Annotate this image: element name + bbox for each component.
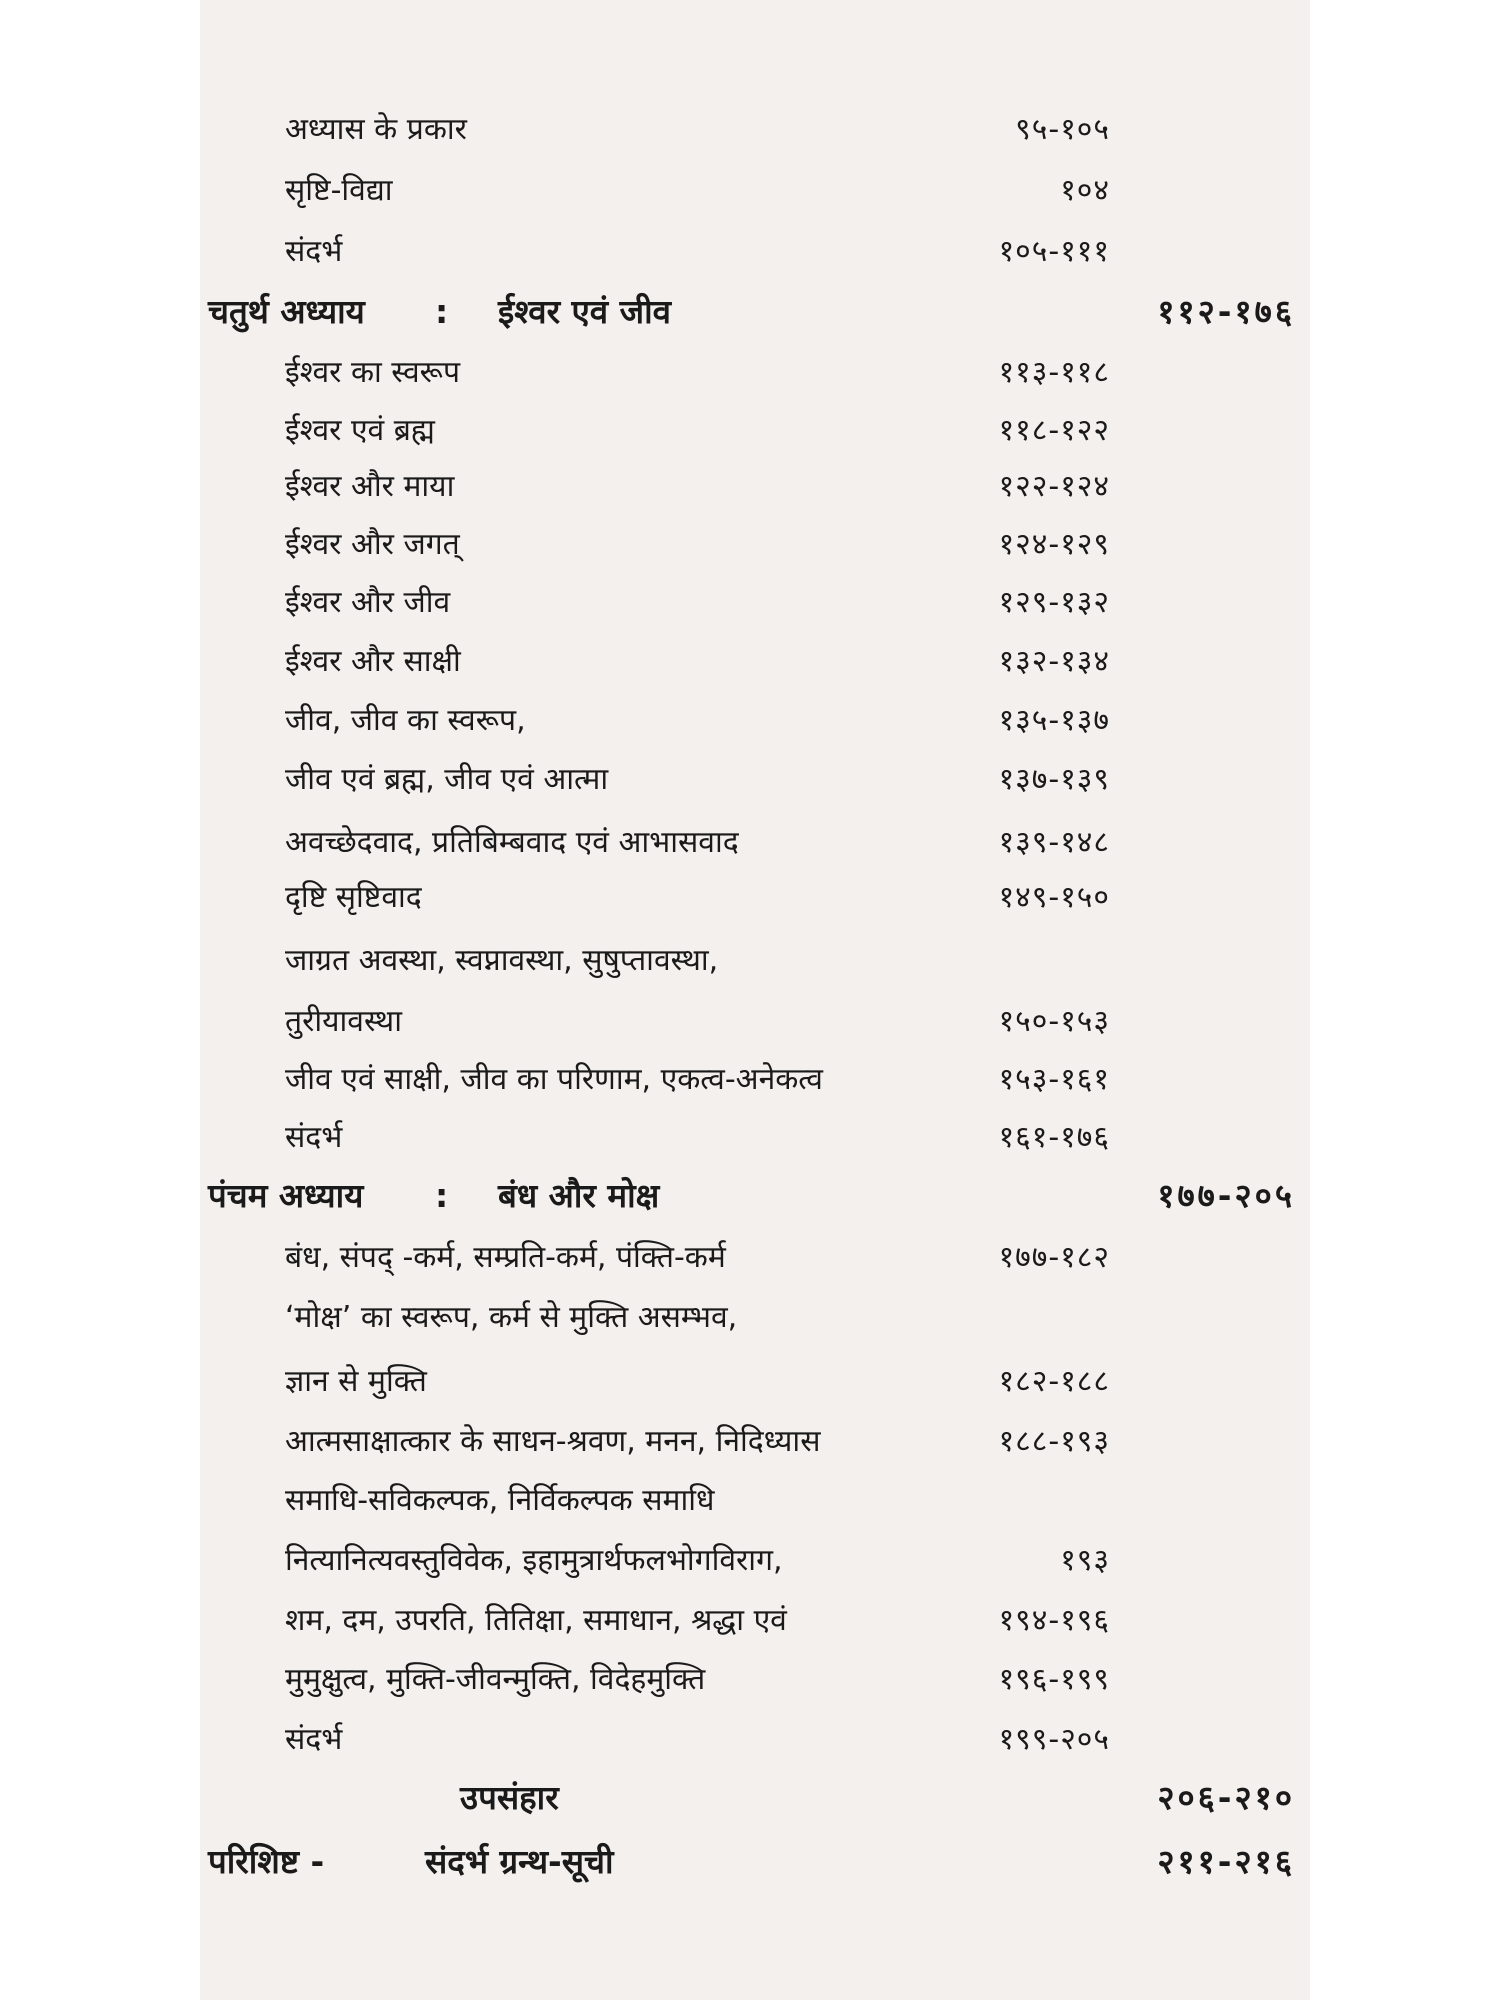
entry-title: ईश्वर और जगत्: [285, 527, 460, 562]
entry-pages: १५३-१६१: [998, 1062, 1110, 1097]
toc-entry: [200, 403, 1310, 459]
entry-pages: १०५-१११: [998, 234, 1110, 269]
entry-pages: १६१-१७६: [998, 1120, 1110, 1155]
entry-title: संदर्भ: [285, 234, 343, 269]
entry-title: जीव, जीव का स्वरूप,: [285, 703, 526, 738]
entry-pages: १९९-२०५: [998, 1722, 1110, 1757]
entry-pages: १३५-१३७: [998, 703, 1110, 738]
chapter-heading: [200, 1770, 1310, 1826]
entry-title: ‘मोक्ष’ का स्वरूप, कर्म से मुक्ति असम्भव,: [285, 1300, 738, 1335]
toc-entry: [200, 815, 1310, 871]
entry-title: ज्ञान से मुक्ति: [285, 1364, 427, 1399]
entry-pages: १९३: [1060, 1543, 1110, 1578]
toc-entry: [200, 994, 1310, 1050]
entry-title: जीव एवं साक्षी, जीव का परिणाम, एकत्व-अनेकत्व: [285, 1062, 823, 1097]
entry-title: जाग्रत अवस्था, स्वप्नावस्था, सुषुप्तावस्था,: [285, 943, 719, 978]
entry-title: ईश्वर और जीव: [285, 585, 451, 620]
toc-entry: [200, 1533, 1310, 1589]
toc-entry: [200, 870, 1310, 926]
entry-title: सृष्टि-विद्या: [285, 173, 393, 208]
toc-entry: [200, 224, 1310, 280]
entry-pages: १९६-१९९: [998, 1662, 1110, 1697]
entry-title: ईश्वर का स्वरूप: [285, 355, 461, 390]
chapter-pages: १७७-२०५: [1157, 1176, 1295, 1215]
chapter-label: चतुर्थ अध्याय: [208, 292, 365, 331]
toc-entry: [200, 1110, 1310, 1166]
chapter-title: संदर्भ ग्रन्थ-सूची: [425, 1842, 614, 1881]
toc-entry: [200, 102, 1310, 158]
chapter-heading: [200, 1168, 1310, 1224]
toc-entry: [200, 1414, 1310, 1470]
chapter-heading: [200, 1834, 1310, 1890]
entry-title: अध्यास के प्रकार: [285, 112, 467, 147]
entry-pages: १३२-१३४: [998, 644, 1110, 679]
entry-title: ईश्वर और माया: [285, 469, 455, 504]
entry-pages: १०४: [1060, 173, 1110, 208]
entry-pages: १२४-१२९: [998, 527, 1110, 562]
entry-title: संदर्भ: [285, 1722, 343, 1757]
toc-entry: [200, 752, 1310, 808]
entry-title: तुरीयावस्था: [285, 1004, 402, 1039]
entry-title: ईश्वर और साक्षी: [285, 644, 461, 679]
book-page: [200, 0, 1310, 2000]
entry-pages: १७७-१८२: [998, 1240, 1110, 1275]
toc-entry: [200, 1593, 1310, 1649]
toc-entry: [200, 933, 1310, 989]
toc-entry: [200, 1230, 1310, 1286]
toc-entry: [200, 1473, 1310, 1529]
chapter-title: ईश्वर एवं जीव: [498, 292, 672, 331]
entry-pages: १९४-१९६: [998, 1603, 1110, 1638]
chapter-pages: २०६-२१०: [1157, 1778, 1295, 1817]
entry-title: नित्यानित्यवस्तुविवेक, इहामुत्रार्थफलभोगविराग,: [285, 1543, 783, 1578]
entry-pages: १८८-१९३: [998, 1424, 1110, 1459]
entry-pages: ११३-११८: [998, 355, 1110, 390]
entry-title: मुमुक्षुत्व, मुक्ति-जीवन्मुक्ति, विदेहमुक्ति: [285, 1662, 706, 1697]
entry-title: जीव एवं ब्रह्म, जीव एवं आत्मा: [285, 762, 609, 797]
entry-title: शम, दम, उपरति, तितिक्षा, समाधान, श्रद्धा एवं: [285, 1603, 787, 1638]
entry-pages: १३९-१४८: [998, 825, 1110, 860]
entry-pages: १५०-१५३: [998, 1004, 1110, 1039]
entry-pages: १८२-१८८: [998, 1364, 1110, 1399]
entry-pages: १३७-१३९: [998, 762, 1110, 797]
chapter-label: परिशिष्ट -: [208, 1842, 325, 1881]
chapter-separator: :: [435, 292, 449, 331]
chapter-pages: ११२-१७६: [1157, 292, 1295, 331]
toc-entry: [200, 517, 1310, 573]
chapter-label: पंचम अध्याय: [208, 1176, 364, 1215]
entry-title: आत्मसाक्षात्कार के साधन-श्रवण, मनन, निदिध्यास: [285, 1424, 821, 1459]
chapter-title: उपसंहार: [460, 1778, 559, 1817]
entry-title: समाधि-सविकल्पक, निर्विकल्पक समाधि: [285, 1483, 715, 1518]
toc-entry: [200, 345, 1310, 401]
chapter-heading: [200, 284, 1310, 340]
entry-title: दृष्टि सृष्टिवाद: [285, 880, 422, 915]
entry-pages: १२२-१२४: [998, 469, 1110, 504]
toc-entry: [200, 1354, 1310, 1410]
toc-entry: [200, 1712, 1310, 1768]
toc-entry: [200, 459, 1310, 515]
chapter-title: बंध और मोक्ष: [498, 1176, 660, 1215]
entry-pages: ११८-१२२: [998, 413, 1110, 448]
toc-entry: [200, 575, 1310, 631]
toc-entry: [200, 1652, 1310, 1708]
entry-title: बंध, संपद् -कर्म, सम्प्रति-कर्म, पंक्ति-कर्म: [285, 1240, 726, 1275]
chapter-separator: :: [435, 1176, 449, 1215]
entry-title: अवच्छेदवाद, प्रतिबिम्बवाद एवं आभासवाद: [285, 825, 739, 860]
entry-pages: १४९-१५०: [998, 880, 1110, 915]
entry-pages: १२९-१३२: [998, 585, 1110, 620]
toc-entry: [200, 1290, 1310, 1346]
entry-title: ईश्वर एवं ब्रह्म: [285, 413, 435, 448]
toc-entry: [200, 163, 1310, 219]
toc-entry: [200, 1052, 1310, 1108]
entry-title: संदर्भ: [285, 1120, 343, 1155]
chapter-pages: २११-२१६: [1157, 1842, 1295, 1881]
toc-entry: [200, 634, 1310, 690]
toc-entry: [200, 693, 1310, 749]
entry-pages: ९५-१०५: [1015, 112, 1110, 147]
